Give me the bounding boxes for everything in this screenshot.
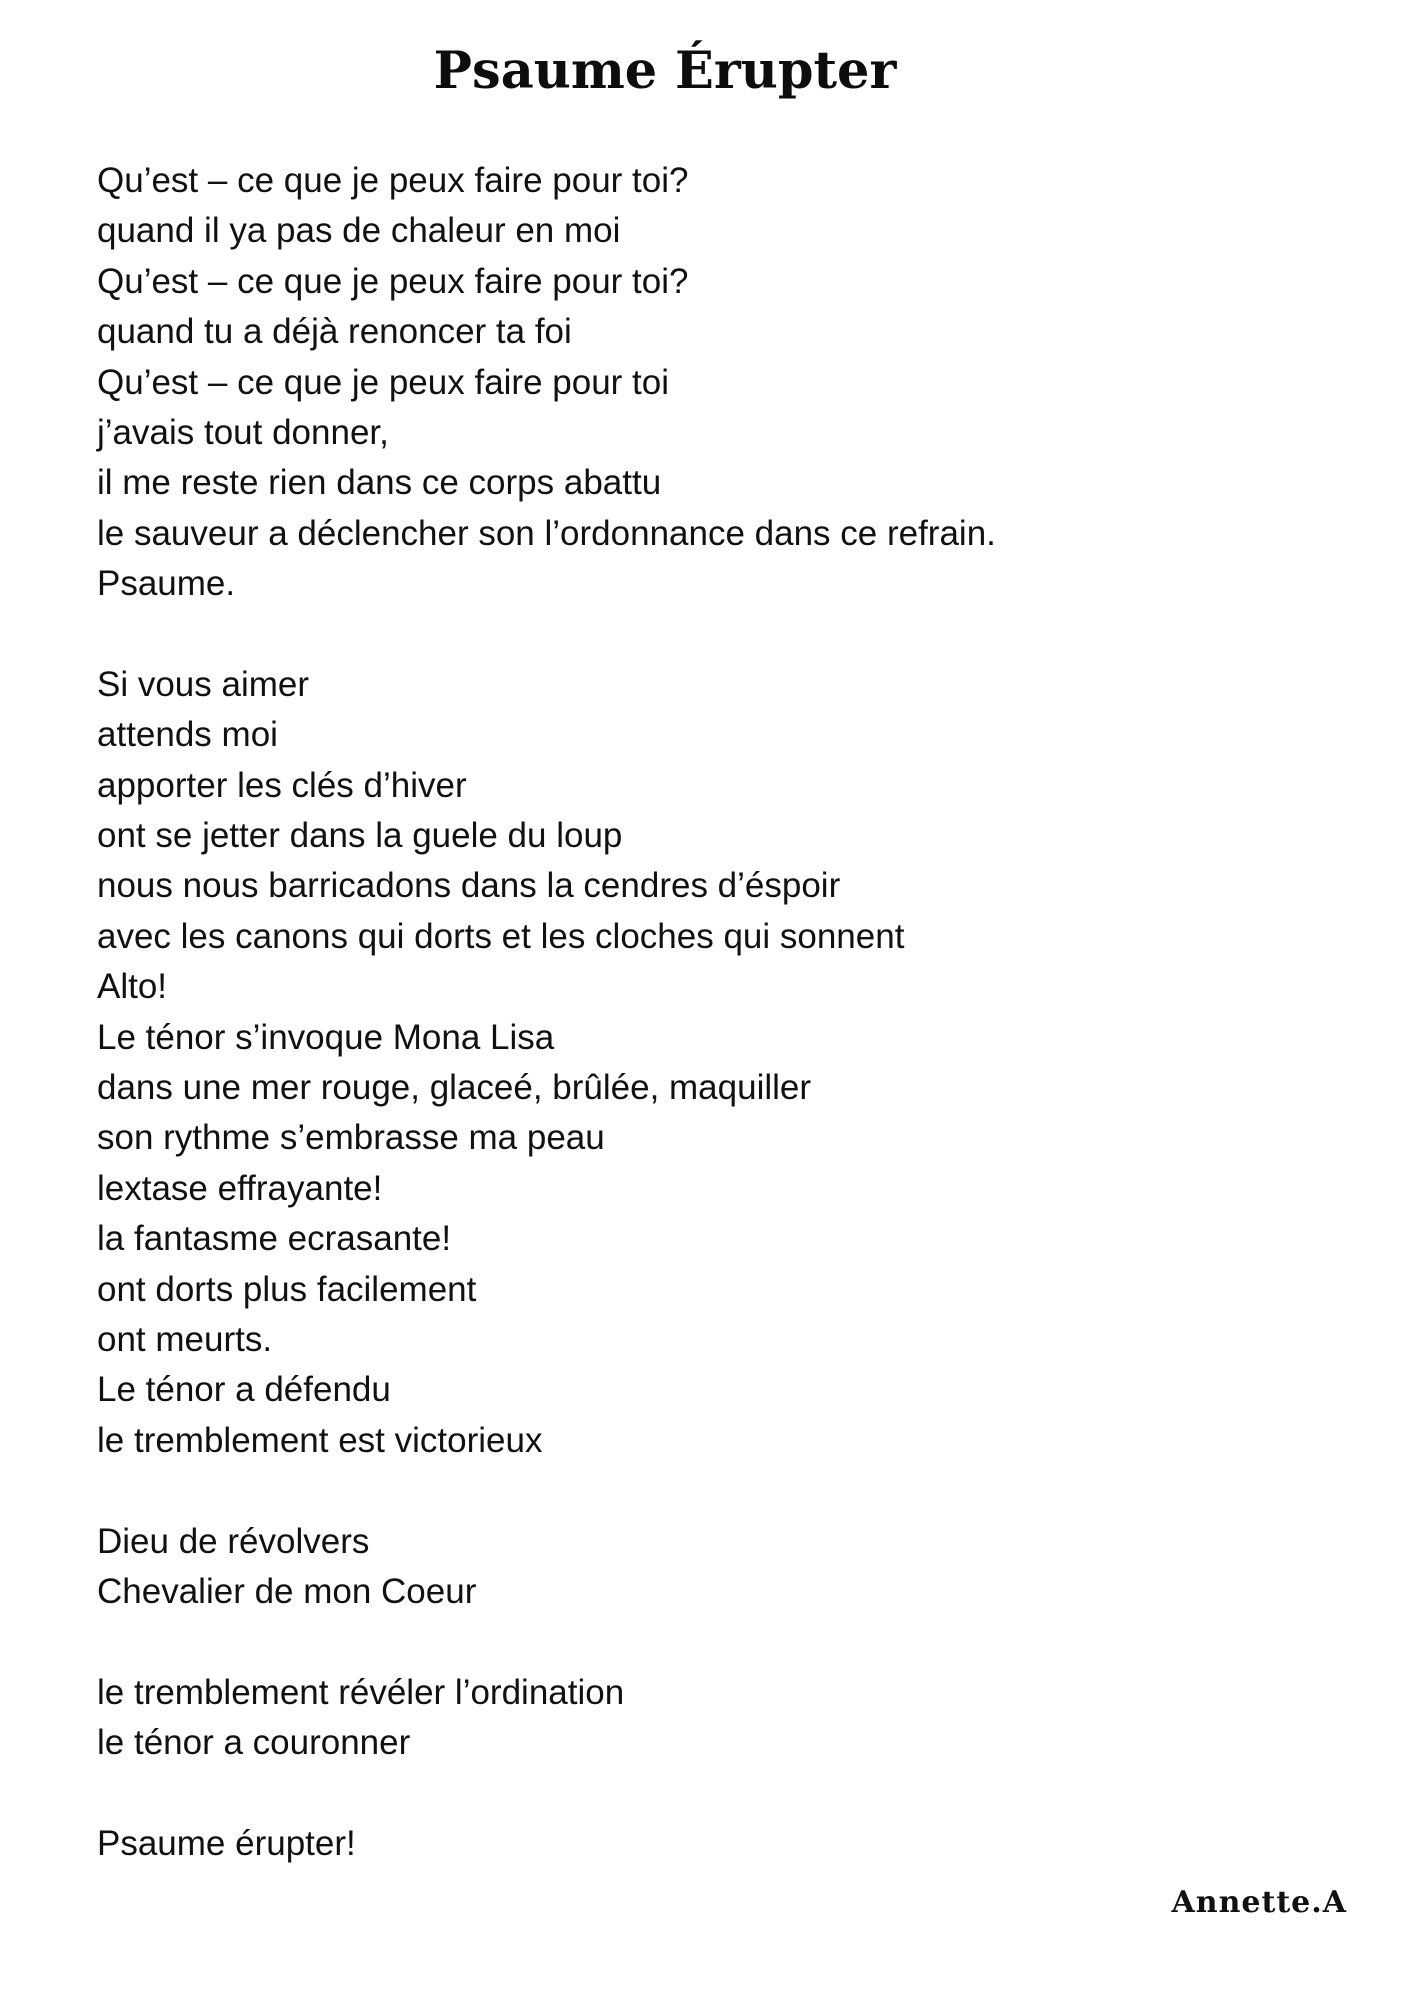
poem-line: Psaume érupter! — [97, 1823, 356, 1863]
poem-line: Le ténor s’invoque Mona Lisa — [97, 1017, 555, 1057]
poem-line: Chevalier de mon Coeur — [97, 1571, 477, 1611]
poem-line: le tremblement est victorieux — [97, 1420, 543, 1460]
stanza-5 — [97, 1819, 1297, 1869]
poem-line: Qu’est – ce que je peux faire pour toi? — [97, 261, 689, 301]
poem-line: Alto! — [97, 967, 168, 1007]
poem-line: quand tu a déjà renoncer ta foi — [97, 312, 572, 352]
poem-line: Qu’est – ce que je peux faire pour toi — [97, 362, 670, 402]
stanza-2 — [97, 660, 1297, 1466]
poem-line: son rythme s’embrasse ma peau — [97, 1118, 605, 1158]
poem-line: ont meurts. — [97, 1319, 273, 1359]
poem-line: il me reste rien dans ce corps abattu — [97, 463, 662, 503]
stanza-4 — [97, 1668, 1297, 1769]
poem-line: ont dorts plus facilement — [97, 1269, 477, 1309]
poem-body — [97, 156, 1297, 1920]
poem-line: dans une mer rouge, glaceé, brûlée, maquiller — [97, 1068, 812, 1108]
poem-line: le tremblement révéler l’ordination — [97, 1672, 625, 1712]
poem-line: apporter les clés d’hiver — [97, 765, 467, 805]
poem-line: lextase effrayante! — [97, 1168, 383, 1208]
stanza-1 — [97, 156, 1297, 610]
poem-line: quand il ya pas de chaleur en moi — [97, 211, 621, 251]
poem-line: le sauveur a déclencher son l’ordonnance dans ce refrain. — [97, 513, 996, 553]
poem-line: Psaume. — [97, 564, 236, 604]
poem-line: ont se jetter dans la guele du loup — [97, 816, 623, 856]
poem-title: Psaume Érupter — [433, 41, 897, 101]
poem-line: Si vous aimer — [97, 664, 310, 704]
poem-line: Le ténor a défendu — [97, 1370, 391, 1410]
poem-line: attends moi — [97, 715, 278, 755]
poem-line: Dieu de révolvers — [97, 1521, 370, 1561]
poem-line: le ténor a couronner — [97, 1723, 411, 1763]
poem-line: j’avais tout donner, — [97, 412, 389, 452]
poem-line: la fantasme ecrasante! — [97, 1219, 452, 1259]
poem-line: nous nous barricadons dans la cendres d’éspoir — [97, 866, 841, 906]
stanza-3 — [97, 1517, 1297, 1618]
poem-line: Qu’est – ce que je peux faire pour toi? — [97, 161, 689, 200]
author-signature: Annette.A — [1171, 1885, 1347, 1920]
poem-line: avec les canons qui dorts et les cloches qui sonnent — [97, 916, 905, 956]
